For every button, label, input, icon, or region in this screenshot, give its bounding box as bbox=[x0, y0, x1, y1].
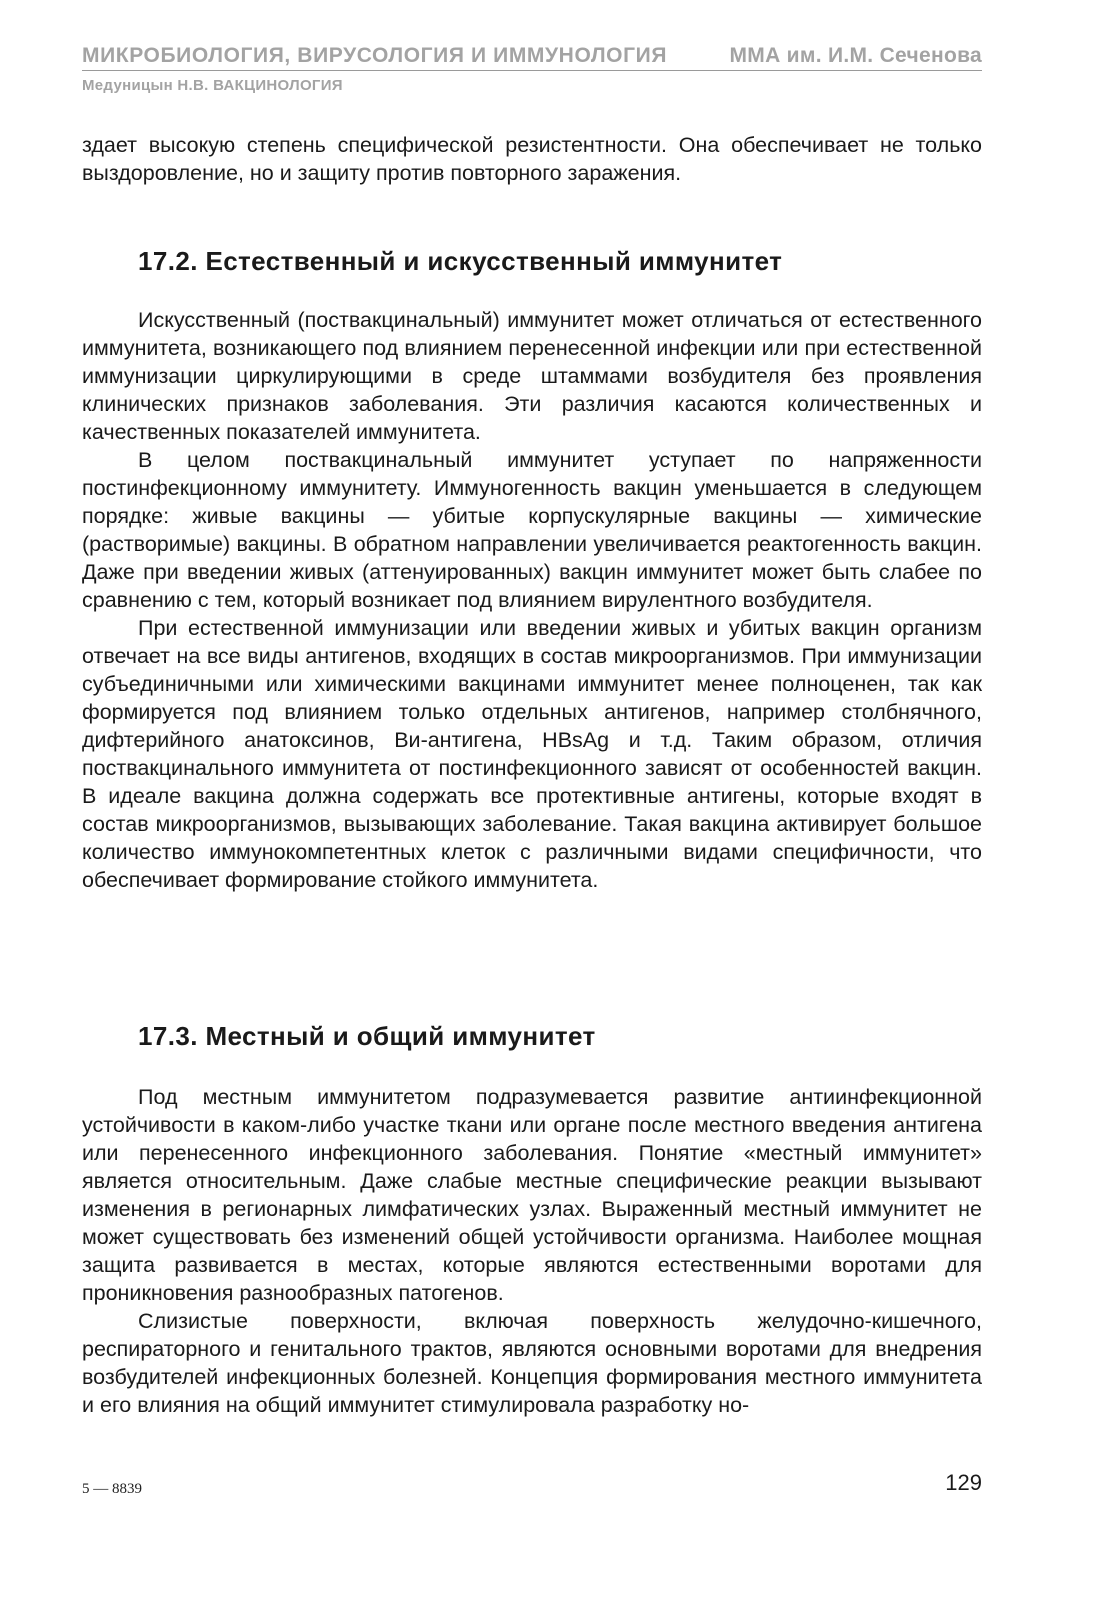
running-header bbox=[82, 44, 982, 94]
header-institution: ММА им. И.М. Сеченова bbox=[729, 44, 982, 67]
printer-signature: 5 — 8839 bbox=[82, 1481, 142, 1497]
page-number: 129 bbox=[945, 1470, 982, 1495]
section-17-3-paragraph-1: Под местным иммунитетом подразумевается развитие антиинфекционной устойчивости в каком-либо участке ткани или органе после местного введения антигена или перенесенного инфекционного заболевания. Понятие «местный иммунитет» является относительным. Даже слабые местные специфические реакции вызывают изменения в регионарных лимфатических узлах. Выраженный местный иммунитет не может существовать без изменений общей устойчивости организма. Наиболее мощная защита развивается в местах, которые являются естественными воротами для проникновения разнообразных патогенов. bbox=[82, 1085, 982, 1305]
header-book-title: Медуницын Н.В. ВАКЦИНОЛОГИЯ bbox=[82, 77, 343, 94]
section-17-3-paragraph-2: Слизистые поверхности, включая поверхность желудочно-кишечного, респираторного и генитального трактов, являются основными воротами для внедрения возбудителей инфекционных болезней. Концепция формирования местного иммунитета и его влияния на общий иммунитет стимулировала разработку но- bbox=[82, 1309, 982, 1417]
section-17-2-paragraph-3: При естественной иммунизации или введении живых и убитых вакцин организм отвечает на все виды антигенов, входящих в состав микроорганизмов. При иммунизации субъединичными или химическими вакцинами иммунитет менее полноценен, так как формируется под влиянием только отдельных антигенов, например столбнячного, дифтерийного анатоксинов, Ви-антигена, HBsAg и т.д. Таким образом, отличия поствакцинального иммунитета от постинфекционного зависят от особенностей вакцин. В идеале вакцина должна содержать все протективные антигены, которые входят в состав микроорганизмов, вызывающих заболевание. Такая вакцина активирует большое количество иммунокомпетентных клеток с различными видами специфичности, что обеспечивает формирование стойкого иммунитета. bbox=[82, 616, 982, 892]
intro-paragraph: здает высокую степень специфической резистентности. Она обеспечивает не только выздоровление, но и защиту против повторного заражения. bbox=[82, 133, 982, 185]
section-17-2-paragraph-2: В целом поствакцинальный иммунитет уступает по напряженности постинфекционному иммунитету. Иммуногенность вакцин уменьшается в следующем порядке: живые вакцины — убитые корпускулярные вакцины — химические (растворимые) вакцины. В обратном направлении увеличивается реактогенность вакцин. Даже при введении живых (аттенуированных) вакцин иммунитет может быть слабее по сравнению с тем, который возникает под влиянием вирулентного возбудителя. bbox=[82, 448, 982, 612]
section-17-3-heading: 17.3. Местный и общий иммунитет bbox=[138, 1021, 596, 1051]
intro-text-block bbox=[82, 131, 982, 187]
section-17-2-body bbox=[82, 306, 982, 894]
section-17-2-heading: 17.2. Естественный и искусственный иммунитет bbox=[138, 246, 783, 276]
section-17-3-body bbox=[82, 1083, 982, 1419]
header-course-title: МИКРОБИОЛОГИЯ, ВИРУСОЛОГИЯ И ИММУНОЛОГИЯ bbox=[82, 44, 668, 67]
section-17-2-paragraph-1: Искусственный (поствакцинальный) иммунитет может отличаться от естественного иммунитета, возникающего под влиянием перенесенной инфекции или при естественной иммунизации циркулирующими в среде штаммами возбудителя без проявления клинических признаков заболевания. Эти различия касаются количественных и качественных показателей иммунитета. bbox=[82, 308, 982, 444]
header-row bbox=[82, 44, 982, 71]
